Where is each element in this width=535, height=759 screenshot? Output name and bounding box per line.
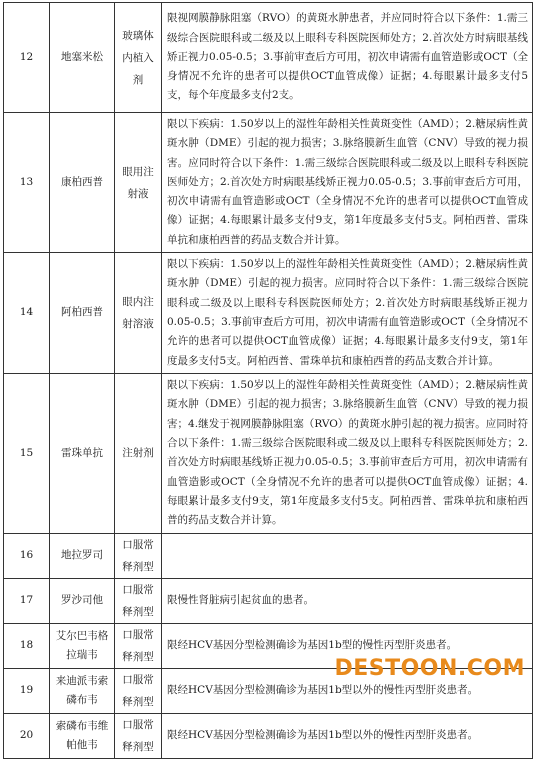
dosage-form: 口服常释剂型: [115, 623, 162, 668]
drug-name: 罗沙司他: [50, 578, 115, 623]
row-number: 13: [4, 113, 50, 253]
restriction-text: 限视网膜静脉阻塞（RVO）的黄斑水肿患者，并应同时符合以下条件：1.需三级综合医院眼科或二级及以上眼科专科医院医师处方；2.首次处方时病眼基线矫正视力0.05-0.5；3.事前审查后方可用，初次申请需有血管造影或OCT（全身情况不允许的患者可以提供OCT血管成像）证据；4.每眼累计最多支付5支，每个年度最多支付2支。: [162, 3, 533, 113]
table-row: [4, 253, 533, 374]
dosage-form: 口服常释剂型: [115, 578, 162, 623]
drug-name: 艾尔巴韦格拉瑞韦: [50, 623, 115, 668]
drug-table: [3, 2, 533, 759]
watermark-logo: DESTOON.COM: [334, 656, 525, 681]
dosage-form: 口服常释剂型: [115, 713, 162, 758]
table-row: [4, 533, 533, 578]
restriction-text: [162, 533, 533, 578]
table-row: [4, 373, 533, 533]
drug-name: 来迪派韦索磷布韦: [50, 668, 115, 713]
row-number: 16: [4, 533, 50, 578]
table-row: [4, 3, 533, 113]
restriction-text: 限经HCV基因分型检测确诊为基因1b型以外的慢性丙型肝炎患者。: [162, 668, 533, 713]
restriction-text: 限以下疾病：1.50岁以上的湿性年龄相关性黄斑变性（AMD）；2.糖尿病性黄斑水肿（DME）引起的视力损害；3.脉络膜新生血管（CNV）导致的视力损害；4.继发于视网膜静脉阻塞（RVO）的黄斑水肿引起的视力损害。应同时符合以下条件：1.需三级综合医院眼科或二级及以上眼科专科医院医师处方；2.首次处方时病眼基线矫正视力0.05-0.5；3.事前审查后方可用，初次申请需有血管造影或OCT（全身情况不允许的患者可以提供OCT血管成像）证据；4.每眼累计最多支付9支，第1年度最多支付5支。阿柏西普、雷珠单抗和康柏西普的药品支数合并计算。: [162, 373, 533, 533]
row-number: 17: [4, 578, 50, 623]
dosage-form: 口服常释剂型: [115, 668, 162, 713]
restriction-text: 限经HCV基因分型检测确诊为基因1b型以外的慢性丙型肝炎患者。: [162, 713, 533, 758]
drug-name: 索磷布韦维帕他韦: [50, 713, 115, 758]
dosage-form: 口服常释剂型: [115, 533, 162, 578]
row-number: 18: [4, 623, 50, 668]
row-number: 12: [4, 3, 50, 113]
drug-name: 地塞米松: [50, 3, 115, 113]
dosage-form: 眼用注射液: [115, 113, 162, 253]
drug-name: 雷珠单抗: [50, 373, 115, 533]
table-row: [4, 113, 533, 253]
dosage-form: 注射剂: [115, 373, 162, 533]
dosage-form: 玻璃体内植入剂: [115, 3, 162, 113]
row-number: 20: [4, 713, 50, 758]
restriction-text: 限慢性肾脏病引起贫血的患者。: [162, 578, 533, 623]
row-number: 14: [4, 253, 50, 374]
dosage-form: 眼内注射溶液: [115, 253, 162, 374]
drug-name: 阿柏西普: [50, 253, 115, 374]
drug-name: 康柏西普: [50, 113, 115, 253]
table-row: [4, 578, 533, 623]
restriction-text: 限以下疾病：1.50岁以上的湿性年龄相关性黄斑变性（AMD）；2.糖尿病性黄斑水肿（DME）引起的视力损害。应同时符合以下条件：1.需三级综合医院眼科或二级及以上眼科专科医院医师处方；2.首次处方时病眼基线矫正视力0.05-0.5；3.事前审查后方可用，初次申请需有血管造影或OCT（全身情况不允许的患者可以提供OCT血管成像）证据；4.每眼累计最多支付9支，第1年度最多支付5支。阿柏西普、雷珠单抗和康柏西普的药品支数合并计算。: [162, 253, 533, 374]
restriction-text: 限经HCV基因分型检测确诊为基因1b型的慢性丙型肝炎患者。: [162, 623, 533, 668]
drug-name: 地拉罗司: [50, 533, 115, 578]
row-number: 15: [4, 373, 50, 533]
restriction-text: 限以下疾病：1.50岁以上的湿性年龄相关性黄斑变性（AMD）；2.糖尿病性黄斑水肿（DME）引起的视力损害；3.脉络膜新生血管（CNV）导致的视力损害。应同时符合以下条件：1.需三级综合医院眼科或二级及以上眼科专科医院医师处方；2.首次处方时病眼基线矫正视力0.05-0.5；3.事前审查后方可用，初次申请需有血管造影或OCT（全身情况不允许的患者可以提供OCT血管成像）证据；4.每眼累计最多支付9支，第1年度最多支付5支。阿柏西普、雷珠单抗和康柏西普的药品支数合并计算。: [162, 113, 533, 253]
table-row: [4, 713, 533, 758]
row-number: 19: [4, 668, 50, 713]
